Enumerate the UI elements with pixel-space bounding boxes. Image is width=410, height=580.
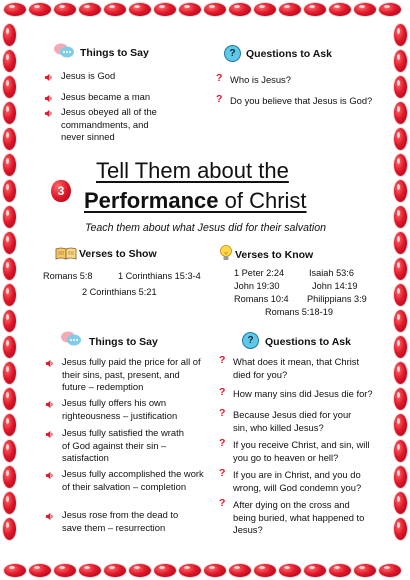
jelly-bean: [3, 102, 16, 124]
bottom-questions-title: Questions to Ask: [265, 336, 351, 348]
jelly-bean: [204, 564, 226, 577]
bottom-thing-1: Jesus fully paid the price for all of their sins, past, present, and future – redemption: [62, 356, 201, 392]
jelly-bean: [394, 518, 407, 540]
verse-know-5: Romans 10:4: [234, 294, 289, 304]
jelly-bean: [3, 336, 16, 358]
page-title-bold: Performance: [84, 188, 219, 213]
page-title-line2: [84, 188, 307, 214]
speech-bubbles-icon: [53, 42, 75, 60]
bottom-question-5: If you are in Christ, and you do wrong, will God condemn you?: [233, 469, 362, 493]
jelly-bean: [4, 3, 26, 16]
bottom-question-3: Because Jesus died for your sin, who killed Jesus?: [233, 409, 352, 433]
jelly-bean: [229, 3, 251, 16]
jelly-bean: [279, 3, 301, 16]
speaker-icon: [45, 430, 54, 439]
jelly-bean: [379, 564, 401, 577]
verse-know-1: 1 Peter 2:24: [234, 268, 285, 278]
verses-show-title: Verses to Show: [79, 248, 157, 260]
jelly-bean: [394, 440, 407, 462]
top-thing-3: Jesus obeyed all of the commandments, and never sinned: [61, 106, 157, 142]
speaker-icon: [44, 94, 53, 103]
step-number-badge: 3: [51, 180, 71, 202]
jelly-bean: [394, 362, 407, 384]
jelly-bean: [394, 154, 407, 176]
bottom-question-6: After dying on the cross and being buried, what happened to Jesus?: [233, 499, 365, 535]
jelly-bean: [79, 3, 101, 16]
top-thing-2: Jesus became a man: [61, 91, 151, 102]
verse-show-2: 1 Corinthians 15:3-4: [118, 271, 201, 281]
speaker-icon: [44, 73, 53, 82]
lightbulb-icon: [219, 244, 233, 262]
bottom-question-4: If you receive Christ, and sin, will you go to heaven or hell?: [233, 439, 370, 463]
top-things-title: Things to Say: [80, 47, 149, 59]
top-thing-1: Jesus is God: [61, 70, 116, 81]
top-question-2: Do you believe that Jesus is God?: [230, 95, 373, 106]
jelly-bean: [354, 3, 376, 16]
question-mark-icon: ?: [219, 467, 226, 479]
bottom-things-title: Things to Say: [89, 336, 158, 348]
verse-know-7: Romans 5:18-19: [265, 307, 333, 317]
jelly-bean: [3, 24, 16, 46]
jelly-bean: [154, 564, 176, 577]
jelly-bean: [29, 3, 51, 16]
page-subtitle: Teach them about what Jesus did for their salvation: [85, 222, 327, 234]
jelly-bean: [394, 76, 407, 98]
jelly-bean: [394, 258, 407, 280]
jelly-bean: [394, 206, 407, 228]
question-icon: ?: [242, 332, 259, 349]
jelly-bean: [4, 564, 26, 577]
top-questions-title: Questions to Ask: [246, 48, 332, 60]
jelly-bean: [394, 466, 407, 488]
question-mark-icon: ?: [219, 354, 226, 366]
jelly-bean: [394, 492, 407, 514]
jelly-bean: [104, 3, 126, 16]
jelly-bean: [3, 258, 16, 280]
jelly-bean: [304, 564, 326, 577]
speaker-icon: [44, 109, 53, 118]
jelly-bean: [3, 180, 16, 202]
jelly-bean: [279, 564, 301, 577]
jelly-bean: [394, 310, 407, 332]
jelly-bean: [394, 284, 407, 306]
jelly-bean: [104, 564, 126, 577]
jelly-bean: [394, 128, 407, 150]
bottom-question-2: How many sins did Jesus die for?: [233, 388, 373, 399]
top-question-1: Who is Jesus?: [230, 74, 291, 85]
jelly-bean: [3, 362, 16, 384]
jelly-bean: [394, 24, 407, 46]
jelly-bean: [154, 3, 176, 16]
jelly-bean: [3, 466, 16, 488]
jelly-bean: [3, 284, 16, 306]
bottom-thing-4: Jesus fully accomplished the work of their salvation – completion: [62, 468, 204, 492]
jelly-bean: [329, 564, 351, 577]
bottom-question-1: What does it mean, that Christ died for you?: [233, 356, 360, 380]
question-mark-icon: ?: [216, 72, 223, 84]
jelly-bean: [3, 206, 16, 228]
jelly-bean: [254, 3, 276, 16]
question-mark-icon: ?: [219, 386, 226, 398]
jelly-bean: [3, 76, 16, 98]
jelly-bean: [179, 3, 201, 16]
jelly-bean: [394, 232, 407, 254]
question-mark-icon: ?: [219, 497, 226, 509]
jelly-bean: [394, 336, 407, 358]
jelly-bean: [3, 310, 16, 332]
jelly-bean: [354, 564, 376, 577]
jelly-bean: [379, 3, 401, 16]
speaker-icon: [45, 359, 54, 368]
jelly-bean: [304, 3, 326, 16]
speaker-icon: [45, 400, 54, 409]
jelly-bean: [394, 180, 407, 202]
bottom-thing-3: Jesus fully satisfied the wrath of God against their sin – satisfaction: [62, 427, 184, 463]
jelly-bean: [3, 128, 16, 150]
verse-show-1: Romans 5:8: [43, 271, 93, 281]
speaker-icon: [45, 471, 54, 480]
jelly-bean: [329, 3, 351, 16]
page-title-rest: of Christ: [218, 188, 307, 213]
jelly-bean: [3, 50, 16, 72]
open-book-icon: [55, 246, 77, 260]
jelly-bean: [394, 388, 407, 410]
jelly-bean: [79, 564, 101, 577]
jelly-bean: [3, 492, 16, 514]
jelly-bean: [54, 564, 76, 577]
question-mark-icon: ?: [219, 437, 226, 449]
jelly-bean: [3, 414, 16, 436]
jelly-bean: [394, 50, 407, 72]
jelly-bean: [179, 564, 201, 577]
question-icon: ?: [224, 45, 241, 62]
jelly-bean: [3, 388, 16, 410]
page-title-line1: Tell Them about the: [96, 158, 289, 183]
jelly-bean: [3, 440, 16, 462]
verse-know-2: Isaiah 53:6: [309, 268, 354, 278]
jelly-bean: [54, 3, 76, 16]
jelly-bean: [3, 518, 16, 540]
verse-know-6: Philippians 3:9: [307, 294, 367, 304]
question-mark-icon: ?: [216, 93, 223, 105]
jelly-bean: [29, 564, 51, 577]
question-mark-icon: ?: [219, 407, 226, 419]
jelly-bean: [129, 3, 151, 16]
jelly-bean: [229, 564, 251, 577]
bottom-thing-2: Jesus fully offers his own righteousness – justification: [62, 397, 178, 421]
jelly-bean: [394, 414, 407, 436]
jelly-bean: [394, 102, 407, 124]
speaker-icon: [45, 512, 54, 521]
jelly-bean: [3, 232, 16, 254]
verse-know-3: John 19:30: [234, 281, 280, 291]
jelly-bean: [204, 3, 226, 16]
jelly-bean: [3, 154, 16, 176]
verses-know-title: Verses to Know: [235, 249, 314, 261]
verse-show-3: 2 Corinthians 5:21: [82, 287, 157, 297]
speech-bubbles-icon: [60, 330, 82, 348]
bottom-thing-5: Jesus rose from the dead to save them – resurrection: [62, 509, 179, 533]
verse-know-4: John 14:19: [312, 281, 358, 291]
jelly-bean: [254, 564, 276, 577]
jelly-bean: [129, 564, 151, 577]
